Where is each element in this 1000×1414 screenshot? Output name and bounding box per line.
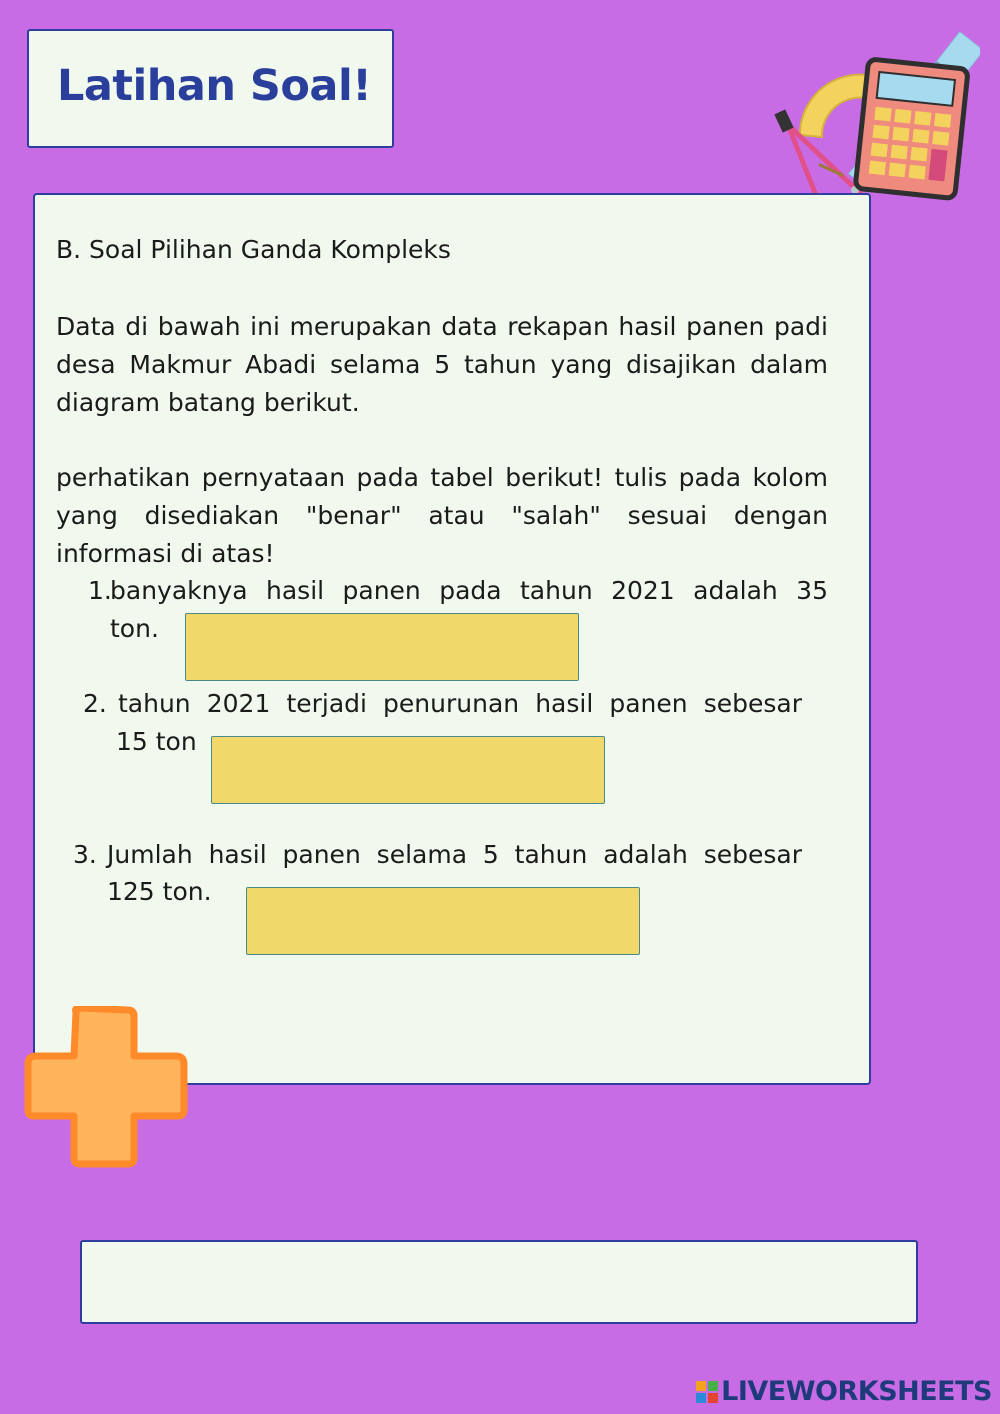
question-3-text-cont: 125 ton. [107,877,212,906]
plus-icon [24,1006,188,1168]
answer-field-2[interactable] [211,736,605,804]
intro-paragraph: Data di bawah ini merupakan data rekapan hasil panen padi desa Makmur Abadi selama 5 tahun yang disajikan dalam diagram batang berikut. [56,312,828,417]
live-badge-icon [695,1380,719,1404]
answer-field-1[interactable] [185,613,579,681]
question-2-number: 2. [83,689,107,718]
question-2-text-cont: 15 ton [116,727,197,756]
calculator-icon [855,59,968,199]
logo-text: LIVEWORKSHEETS [721,1376,992,1407]
answer-field-3[interactable] [246,887,640,955]
question-1-text-cont: ton. [110,614,159,643]
title-box [27,29,394,148]
question-3-number: 3. [73,840,97,869]
page-title: Latihan Soal! [57,61,372,111]
liveworksheets-logo [695,1376,992,1407]
question-1-number: 1. [88,576,112,605]
question-1-text: banyaknya hasil panen pada tahun 2021 adalah 35 [110,576,828,605]
bottom-answer-box[interactable] [80,1240,918,1324]
question-3-text: Jumlah hasil panen selama 5 tahun adalah sebesar [107,840,802,869]
section-heading: B. Soal Pilihan Ganda Kompleks [56,235,451,264]
instruction-paragraph: perhatikan pernyataan pada tabel berikut! tulis pada kolom yang disediakan "benar" atau "salah" sesuai dengan informasi di atas! [56,463,828,568]
question-2-text: tahun 2021 terjadi penurunan hasil panen sebesar [118,689,802,718]
